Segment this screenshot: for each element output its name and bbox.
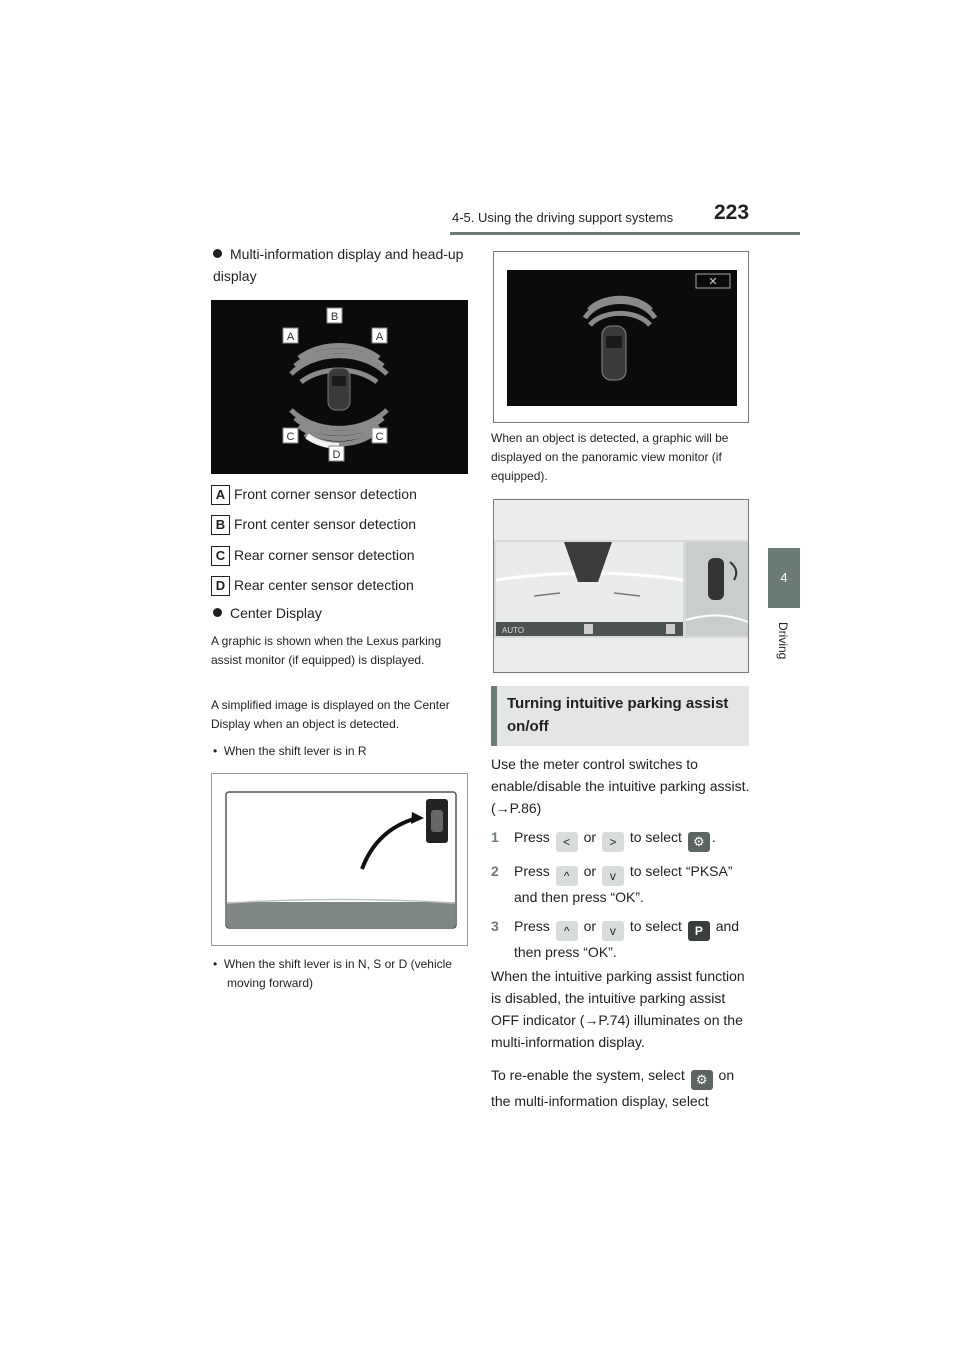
down-key-icon: v — [602, 921, 624, 941]
step-3-line2: then press “OK”. — [514, 944, 617, 960]
fig-label-d: D — [332, 449, 341, 461]
legend-row-d — [211, 575, 414, 595]
gear-icon: ⚙ — [688, 832, 710, 852]
step-2-line2: and then press “OK”. — [514, 889, 644, 905]
close-icon: ✕ — [708, 276, 718, 288]
list-item-shift-nsd: • When the shift lever is in N, S or D (vehicle moving forward) — [213, 957, 452, 990]
mid-display-figure — [211, 300, 468, 474]
paragraph-graphic-shown: A graphic is shown when the Lexus parking assist monitor (if equipped) is displayed. — [211, 634, 442, 667]
section-heading: Turning intuitive parking assist on/off — [491, 686, 749, 746]
step-2-to-select: to select “PKSA” — [629, 863, 733, 879]
paragraph-meter-switches: Use the meter control switches to enable/disable the intuitive parking assist. (→P.86) — [491, 756, 750, 816]
step-3 — [491, 915, 751, 959]
panoramic-monitor-figure — [493, 499, 749, 673]
section-header: 4-5. Using the driving support systems — [452, 210, 674, 225]
step-3-number: 3 — [491, 918, 499, 934]
list-item-shift-r: • When the shift lever is in R — [213, 744, 367, 758]
list-item-shift-r-text: When the shift lever is in R — [223, 744, 367, 758]
step-1-to-select: to select — [629, 829, 682, 845]
step-1-number: 1 — [491, 829, 499, 845]
bullet-mid-hud-text: Multi-information display and head-up display — [213, 246, 464, 284]
left-key-icon: < — [556, 832, 578, 852]
step-2-press: Press — [514, 863, 550, 879]
step-3-body — [514, 915, 739, 963]
bullet-mid-hud — [213, 243, 468, 287]
legend-text-c: Rear corner sensor detection — [234, 547, 415, 563]
bullet-center-display-text: Center Display — [230, 605, 322, 621]
paragraph-function-disabled: When the intuitive parking assist function is disabled, the intuitive parking assist OFF indicator (→P.74) illuminates on the multi-information display. — [491, 968, 745, 1050]
fig-label-c-left: C — [286, 431, 295, 443]
caption-object-detected: When an object is detected, a graphic will be displayed on the panoramic view monitor (if equipped). — [491, 431, 729, 483]
up-key-icon: ^ — [556, 866, 578, 886]
chapter-tab: 4 — [768, 548, 800, 608]
right-key-icon: > — [602, 832, 624, 852]
mid-forward-figure — [493, 251, 749, 423]
legend-text-b: Front center sensor detection — [234, 516, 417, 532]
step-2-or: or — [583, 863, 597, 879]
step-1-or: or — [583, 829, 597, 845]
fig-label-b: B — [330, 311, 339, 323]
gear-icon: ⚙ — [691, 1070, 713, 1090]
legend-text-d: Rear center sensor detection — [234, 577, 414, 593]
paragraph-simplified-image: A simplified image is displayed on the Center Display when an object is detected. — [211, 698, 450, 731]
panoramic-monitor-graphic — [494, 500, 749, 673]
mid-display-graphic — [211, 300, 468, 474]
auto-label: AUTO — [502, 626, 525, 635]
legend-key-a: A — [211, 485, 230, 505]
step-1-press: Press — [514, 829, 550, 845]
down-key-icon: v — [602, 866, 624, 886]
reenable-text-2: on — [718, 1067, 735, 1083]
mid-forward-graphic — [494, 252, 749, 423]
step-1 — [491, 826, 751, 848]
legend-row-a — [211, 484, 417, 504]
step-3-or: or — [583, 918, 597, 934]
legend-key-b: B — [211, 515, 230, 535]
header-rule — [450, 232, 800, 235]
fig-label-a-left: A — [286, 331, 295, 343]
legend-key-c: C — [211, 546, 230, 566]
page-number: 223 — [714, 201, 750, 224]
bullet-center-display — [213, 602, 468, 624]
reenable-text-1: To re-enable the system, select — [491, 1067, 685, 1083]
legend-row-c — [211, 545, 415, 565]
paragraph-reenable — [491, 1064, 751, 1112]
bullet-icon — [213, 249, 222, 258]
reenable-text-3: the multi-information display, select — [491, 1093, 709, 1109]
legend-row-b — [211, 514, 416, 534]
fig-label-c-right: C — [375, 431, 384, 443]
list-item-shift-nsd-text: When the shift lever is in N, S or D (vehicle moving forward) — [223, 957, 452, 990]
legend-key-d: D — [211, 576, 230, 596]
step-3-tail: and — [715, 918, 740, 934]
center-display-reverse-graphic — [212, 774, 468, 946]
chapter-label: Driving — [776, 622, 790, 660]
fig-label-a-right: A — [375, 331, 384, 343]
bullet-icon — [213, 608, 222, 617]
step-1-body — [514, 826, 716, 852]
step-3-press: Press — [514, 918, 550, 934]
step-2-body — [514, 860, 733, 908]
step-2-number: 2 — [491, 863, 499, 879]
center-display-reverse-figure — [211, 773, 468, 946]
step-2 — [491, 860, 751, 904]
step-3-to-select: to select — [629, 918, 682, 934]
pksa-icon: P — [688, 921, 710, 941]
legend-text-a: Front corner sensor detection — [234, 486, 417, 502]
up-key-icon: ^ — [556, 921, 578, 941]
step-1-tail: . — [711, 829, 716, 845]
